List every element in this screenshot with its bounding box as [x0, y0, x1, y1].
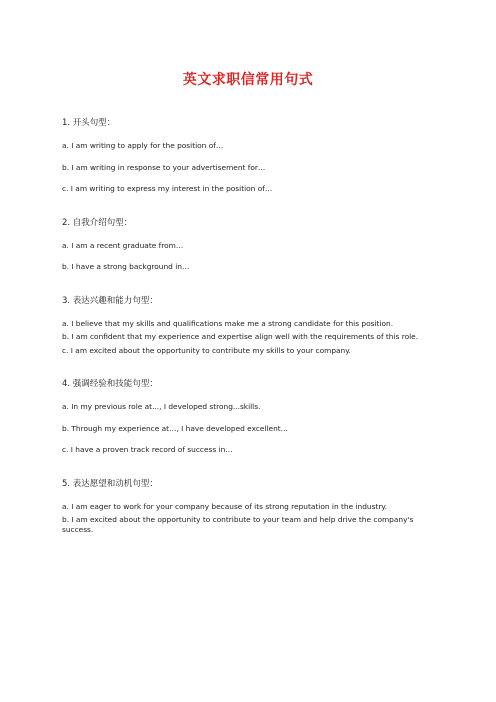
section-spacer	[62, 367, 422, 379]
section-heading: 2. 自我介绍句型：	[62, 217, 133, 228]
section-self-introduction	[62, 218, 422, 272]
sentence-item: a. In my previous role at..., I developed strong...skills.	[62, 402, 261, 411]
section-experience-skills	[62, 379, 422, 455]
sentence-item: c. I am writing to express my interest in the position of…	[62, 184, 273, 193]
page-title: 英文求职信常用句式	[182, 72, 314, 88]
sentence-item: a. I am a recent graduate from…	[62, 240, 184, 250]
sentence-item: c. I have a proven track record of success in…	[62, 445, 233, 454]
sentence-item: a. I believe that my skills and qualifications make me a strong candidate for this position.	[62, 318, 394, 328]
sentence-item: a. I am writing to apply for the position of…	[62, 141, 224, 150]
sentence-item: b. I am excited about the opportunity to contribute to your team and help drive the company's success.	[62, 515, 414, 534]
section-spacer	[62, 206, 422, 218]
section-motivation	[62, 479, 422, 535]
section-spacer	[62, 467, 422, 479]
section-heading: 1. 开头句型：	[62, 118, 116, 128]
section-heading: 5. 表达愿望和动机句型：	[62, 478, 158, 489]
section-heading: 4. 强调经验和技能句型：	[62, 379, 158, 389]
section-heading: 3. 表达兴趣和能力句型：	[62, 295, 158, 306]
section-spacer	[62, 284, 422, 296]
section-opening	[62, 118, 422, 194]
sentence-item: c. I am excited about the opportunity to contribute my skills to your company.	[62, 345, 351, 355]
section-interest-ability	[62, 296, 422, 356]
sentence-item: a. I am eager to work for your company because of its strong reputation in the industry.	[62, 501, 388, 511]
sentence-item: b. I am writing in response to your advertisement for…	[62, 162, 266, 172]
sentence-item: b. I have a strong background in…	[62, 262, 190, 271]
sentence-item: b. Through my experience at…, I have developed excellent…	[62, 423, 289, 433]
sentence-item: b. I am confident that my experience and expertise align well with the requirements of this role.	[62, 332, 419, 341]
document-body	[62, 118, 422, 538]
